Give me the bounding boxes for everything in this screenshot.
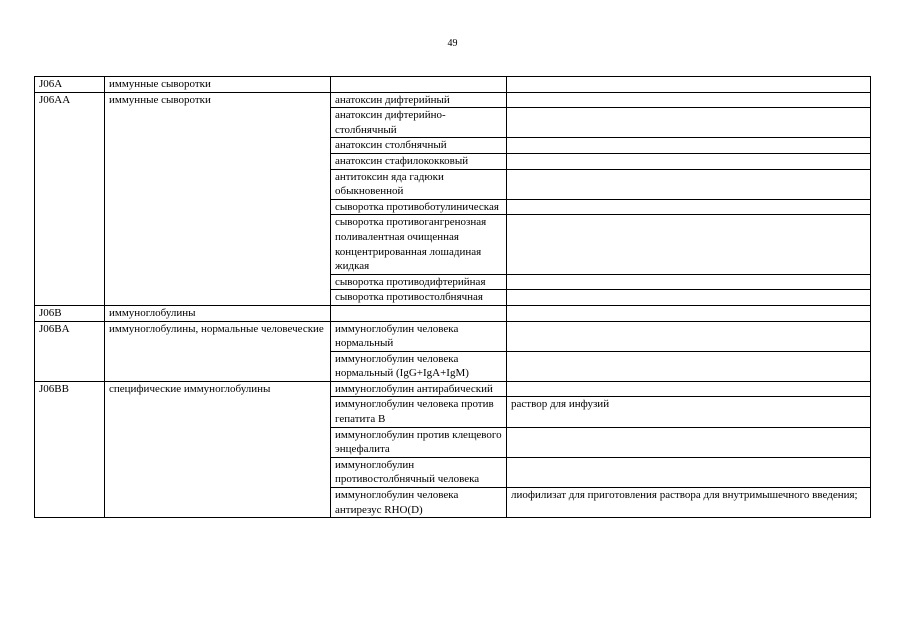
dosage-form-cell — [507, 153, 871, 169]
drug-name-cell: анатоксин дифтерийно-столбнячный — [331, 108, 507, 138]
dosage-form-cell — [507, 92, 871, 108]
drug-name-cell: иммуноглобулин человека антирезус RHO(D) — [331, 488, 507, 518]
dosage-form-cell — [507, 138, 871, 154]
drug-name-cell — [331, 305, 507, 321]
dosage-form-cell — [507, 305, 871, 321]
group-name-cell: специфические иммуноглобулины — [105, 381, 331, 517]
drug-name-cell: анатоксин стафилококковый — [331, 153, 507, 169]
dosage-form-cell — [507, 215, 871, 274]
table-row — [35, 305, 871, 321]
table-row — [35, 92, 871, 108]
table-row — [35, 381, 871, 397]
drug-name-cell: иммуноглобулин человека нормальный (IgG+IgA+IgM) — [331, 351, 507, 381]
drug-name-cell: сыворотка противодифтерийная — [331, 274, 507, 290]
dosage-form-cell — [507, 290, 871, 306]
dosage-form-cell — [507, 351, 871, 381]
drug-name-cell: иммуноглобулин человека нормальный — [331, 321, 507, 351]
dosage-form-cell — [507, 199, 871, 215]
drug-name-cell: иммуноглобулин против клещевого энцефалита — [331, 427, 507, 457]
dosage-form-cell — [507, 427, 871, 457]
page-number: 49 — [447, 38, 458, 49]
drug-name-cell: сыворотка противоботулиническая — [331, 199, 507, 215]
drug-name-cell: иммуноглобулин антирабический — [331, 381, 507, 397]
drug-name-cell: сыворотка противостолбнячная — [331, 290, 507, 306]
table-row — [35, 77, 871, 93]
drug-name-cell: иммуноглобулин человека против гепатита B — [331, 397, 507, 427]
table-row — [35, 321, 871, 351]
atc-code-cell: J06B — [35, 305, 105, 321]
drug-classification-table — [34, 76, 871, 518]
atc-code-cell: J06BB — [35, 381, 105, 517]
dosage-form-cell — [507, 108, 871, 138]
dosage-form-cell: раствор для инфузий — [507, 397, 871, 427]
dosage-form-cell — [507, 381, 871, 397]
group-name-cell: иммунные сыворотки — [105, 92, 331, 305]
dosage-form-cell — [507, 169, 871, 199]
drug-name-cell: анатоксин столбнячный — [331, 138, 507, 154]
dosage-form-cell — [507, 457, 871, 487]
drug-name-cell — [331, 77, 507, 93]
group-name-cell: иммуноглобулины, нормальные человеческие — [105, 321, 331, 381]
atc-code-cell: J06BA — [35, 321, 105, 381]
dosage-form-cell — [507, 77, 871, 93]
group-name-cell: иммуноглобулины — [105, 305, 331, 321]
dosage-form-cell — [507, 321, 871, 351]
table-body — [35, 77, 871, 518]
drug-name-cell: антитоксин яда гадюки обыкновенной — [331, 169, 507, 199]
dosage-form-cell: лиофилизат для приготовления раствора для внутримышечного введения; — [507, 488, 871, 518]
atc-code-cell: J06AA — [35, 92, 105, 305]
dosage-form-cell — [507, 274, 871, 290]
group-name-cell: иммунные сыворотки — [105, 77, 331, 93]
drug-name-cell: анатоксин дифтерийный — [331, 92, 507, 108]
drug-name-cell: иммуноглобулин противостолбнячный человека — [331, 457, 507, 487]
atc-code-cell: J06A — [35, 77, 105, 93]
drug-name-cell: сыворотка противогангренозная поливалентная очищенная концентрированная лошадиная жидкая — [331, 215, 507, 274]
